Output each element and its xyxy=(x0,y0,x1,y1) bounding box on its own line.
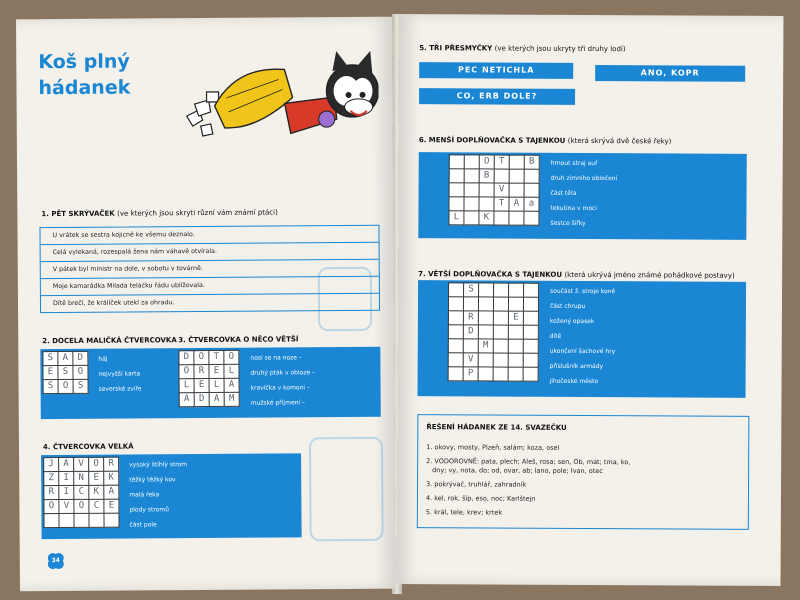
grid-cell[interactable] xyxy=(449,283,464,297)
grid-cell[interactable]: A xyxy=(104,485,119,499)
solutions-box xyxy=(417,414,750,530)
grid-cell[interactable]: O xyxy=(179,365,194,379)
grid-row xyxy=(449,183,539,197)
grid-cell[interactable] xyxy=(508,339,523,353)
grid-cell[interactable] xyxy=(523,339,538,353)
grid-cell[interactable]: A xyxy=(209,392,224,406)
grid-row xyxy=(179,392,239,406)
section5-heading xyxy=(419,44,625,53)
grid-cell[interactable] xyxy=(463,297,478,311)
left-page xyxy=(16,17,396,592)
section7-subtitle: (která ukrývá jméno známé pohádkové postavy) xyxy=(564,270,735,280)
grid-cell[interactable]: I xyxy=(59,471,74,485)
grid-clue: tekutina v moci xyxy=(550,204,597,213)
small-crossword-grid xyxy=(42,351,88,394)
grid-row xyxy=(43,351,88,365)
grid-cell[interactable] xyxy=(479,283,494,297)
grid-cell[interactable]: O xyxy=(89,457,104,471)
grid-cell[interactable]: I xyxy=(59,485,74,499)
right-page xyxy=(397,14,784,586)
grid-cell[interactable]: K xyxy=(479,211,494,225)
grid-cell[interactable]: S xyxy=(73,379,88,393)
section1-subtitle: (ve kterých jsou skryti různí vám známí ptáci) xyxy=(117,208,278,218)
grid-clue: část chrupu xyxy=(549,302,586,310)
grid-cell[interactable] xyxy=(523,311,538,325)
grid-cell[interactable] xyxy=(478,311,493,325)
grid-cell[interactable]: a xyxy=(524,197,539,211)
section4-heading: 4. ČTVERCOVKA VELKÁ xyxy=(42,442,134,452)
grid-cell[interactable] xyxy=(494,283,509,297)
grid-cell[interactable]: V xyxy=(494,183,509,197)
grid-row xyxy=(448,339,538,353)
grid-row xyxy=(44,499,119,514)
grid-row xyxy=(448,311,538,325)
grid-cell[interactable]: L xyxy=(209,378,224,392)
grid-cell[interactable]: A xyxy=(179,393,194,407)
grid-clue: dítě xyxy=(549,332,562,340)
decorative-shape xyxy=(309,437,384,542)
grid-clue: ukončení šachové hry xyxy=(549,347,616,356)
grid-cell[interactable]: R xyxy=(44,486,59,500)
grid-row xyxy=(449,169,539,183)
grid-cell[interactable] xyxy=(524,169,539,183)
grid-cell[interactable]: L xyxy=(449,211,464,225)
grid-clue: kožený opasek xyxy=(549,317,595,326)
grid-clue: součást ž. stroje koně xyxy=(550,287,616,296)
grid-row xyxy=(179,378,239,392)
grid-cell[interactable] xyxy=(478,297,493,311)
solution-item: 4. kel, rok, šíp, eso, noc; Karlštejn xyxy=(425,494,536,503)
grid-row xyxy=(179,350,239,364)
grid-row xyxy=(449,155,539,169)
grid-cell[interactable] xyxy=(104,513,119,527)
section6-title: 6. MENŠÍ DOPLŇOVAČKA S TAJENKOU xyxy=(418,136,566,145)
grid-cell[interactable]: D xyxy=(194,392,209,406)
grid-cell[interactable] xyxy=(448,339,463,353)
grid-row xyxy=(449,283,539,297)
sentence: Moje kamarádka Milada teláčku řádu ublížovala. xyxy=(41,277,379,296)
grid-clue: druhý pták v obloze – xyxy=(250,369,316,377)
grid-clue: těžký těžký kov xyxy=(129,476,176,484)
section7-heading xyxy=(418,270,735,280)
grid-cell[interactable]: T xyxy=(209,350,224,364)
solution-item: 5. král, tele, krev; krtek xyxy=(425,508,503,517)
grid-cell[interactable]: Z xyxy=(44,472,59,486)
section6-grid xyxy=(448,154,539,225)
solution-item: 2. VODOROVNĚ: pata, plech; Aleš, rosa; sen, Ob, mat; tma, ko, xyxy=(426,457,631,467)
grid-cell[interactable] xyxy=(449,197,464,211)
grid-cell[interactable]: O xyxy=(224,350,239,364)
grid-cell[interactable] xyxy=(493,367,508,381)
grid-cell[interactable]: A xyxy=(58,351,73,365)
grid-cell[interactable]: M xyxy=(224,392,239,406)
grid-cell[interactable] xyxy=(449,183,464,197)
grid-cell[interactable] xyxy=(524,183,539,197)
grid-cell[interactable] xyxy=(523,353,538,367)
grid-cell[interactable] xyxy=(509,169,524,183)
grid-cell[interactable] xyxy=(449,169,464,183)
anagram-box: PEC NETICHLA xyxy=(419,62,573,79)
sentence: Celá vylekaná, rozespalá žena nám váhavě otvírala. xyxy=(41,243,379,262)
grid-cell[interactable] xyxy=(494,169,509,183)
section1-heading xyxy=(41,208,278,218)
grid-cell[interactable] xyxy=(478,367,493,381)
grid-clue: část těla xyxy=(550,189,577,197)
grid-cell[interactable]: E xyxy=(194,378,209,392)
decorative-shape xyxy=(318,267,372,331)
grid-cell[interactable] xyxy=(448,367,463,381)
grid-row xyxy=(448,353,538,367)
grid-cell[interactable]: V xyxy=(59,499,74,513)
grid-cell[interactable]: O xyxy=(74,499,89,513)
page-number: 34 xyxy=(51,557,60,565)
grid-cell[interactable] xyxy=(479,197,494,211)
grid-row xyxy=(448,325,538,339)
grid-row xyxy=(448,297,538,311)
grid-cell[interactable] xyxy=(448,297,463,311)
grid-cell[interactable]: S xyxy=(43,352,58,366)
grid-cell[interactable] xyxy=(494,211,509,225)
section2-heading: 2. DOCELA MALIČKÁ ČTVERCOVKA xyxy=(42,336,177,346)
grid-row xyxy=(179,364,239,378)
grid-clue: šestce šířky xyxy=(550,219,586,227)
grid-cell[interactable] xyxy=(493,311,508,325)
grid-cell[interactable]: E xyxy=(89,471,104,485)
grid-clue: mužské příjmení – xyxy=(250,399,306,407)
grid-cell[interactable] xyxy=(44,514,59,528)
grid-cell[interactable] xyxy=(89,513,104,527)
sentence: Dítě brečí, že králíček utekl za ohradu. xyxy=(52,299,175,308)
grid-clue: hrnout straj auf xyxy=(550,159,598,168)
grid-cell[interactable]: V xyxy=(463,353,478,367)
anagram-box: CO, ERB DOLE? xyxy=(419,88,575,105)
grid-clue: nejvyšší karta xyxy=(98,370,141,378)
grid-cell[interactable] xyxy=(479,183,494,197)
grid-cell[interactable] xyxy=(524,211,539,225)
grid-clue: plody stromů xyxy=(129,506,170,514)
section3-heading: 3. ČTVERCOVKA O NĚCO VĚTŠÍ xyxy=(178,335,299,345)
grid-row xyxy=(449,211,539,225)
solutions-heading: ŘEŠENÍ HÁDANEK ZE 14. SVAZEČKU xyxy=(426,423,567,432)
grid-row xyxy=(44,485,119,500)
grid-cell[interactable]: O xyxy=(44,500,59,514)
grid-cell[interactable] xyxy=(448,311,463,325)
title-line-1: Koš plný xyxy=(38,50,130,74)
grid-clue: háj xyxy=(98,355,108,363)
grid-cell[interactable] xyxy=(508,325,523,339)
grid-cell[interactable] xyxy=(509,211,524,225)
grid-cell[interactable] xyxy=(509,155,524,169)
large-crossword-grid xyxy=(43,457,119,529)
grid-clue: vysoký štíhlý strom xyxy=(129,461,188,469)
grid-clue: severské zvíře xyxy=(98,385,142,393)
section7-title: 7. VĚTŠÍ DOPLŇOVAČKA S TAJENKOU xyxy=(418,270,563,279)
grid-cell[interactable]: T xyxy=(494,197,509,211)
grid-cell[interactable] xyxy=(509,183,524,197)
grid-cell[interactable] xyxy=(493,339,508,353)
grid-cell[interactable] xyxy=(523,367,538,381)
solution-item: 1. okovy, mosty, Plzeň, salám; koza, osel xyxy=(426,443,560,452)
sentence: U vrátek se sestra kojicně ke všemu deznalo. xyxy=(40,226,378,245)
medium-crossword-grid xyxy=(178,350,239,407)
grid-cell[interactable]: P xyxy=(463,367,478,381)
sentence: V pátek byl ministr na dole, v sobotu v továrně. xyxy=(41,260,379,279)
grid-cell[interactable]: S xyxy=(58,365,73,379)
grid-cell[interactable] xyxy=(448,325,463,339)
grid-clue: malá řeka xyxy=(129,491,160,499)
grid-clue: část pole xyxy=(129,521,157,529)
section5-title: 5. TŘI PŘESMYČKY xyxy=(419,44,493,53)
solution-item: dny; vy, nota, do; od, ovar, ab; lano, pole; Ivan, otec xyxy=(432,466,603,476)
grid-cell[interactable]: R xyxy=(194,364,209,378)
grid-cell[interactable]: O xyxy=(194,350,209,364)
grid-row xyxy=(44,457,119,472)
grid-cell[interactable]: S xyxy=(43,380,58,394)
grid-cell[interactable]: A xyxy=(509,197,524,211)
grid-cell[interactable]: K xyxy=(89,485,104,499)
grid-row xyxy=(44,513,119,528)
grid-cell[interactable] xyxy=(464,211,479,225)
grid-cell[interactable] xyxy=(448,353,463,367)
section6-subtitle: (která skrývá dvě české řeky) xyxy=(567,136,672,146)
grid-clue: druh zimního oblečení xyxy=(550,174,618,183)
grid-cell[interactable] xyxy=(463,339,478,353)
grid-cell[interactable]: B xyxy=(479,169,494,183)
grid-cell[interactable] xyxy=(464,197,479,211)
grid-cell[interactable]: L xyxy=(224,364,239,378)
grid-cell[interactable]: D xyxy=(463,325,478,339)
grid-cell[interactable]: M xyxy=(478,339,493,353)
grid-cell[interactable] xyxy=(59,513,74,527)
grid-cell[interactable]: E xyxy=(209,364,224,378)
grid-cell[interactable]: A xyxy=(224,378,239,392)
section6-heading xyxy=(419,136,672,145)
solution-item: 3. pokrývač, truhlář, zahradník xyxy=(426,480,527,489)
grid-clue: nosí se na noze – xyxy=(250,354,302,362)
grid-row xyxy=(43,379,88,393)
anagram-box: ANO, KOPR xyxy=(595,65,745,82)
grid-cell[interactable] xyxy=(509,283,524,297)
section5-subtitle: (ve kterých jsou ukryty tři druhy lodí) xyxy=(494,44,626,54)
grid-clue: kravička v komoni – xyxy=(250,384,310,392)
grid-cell[interactable]: O xyxy=(58,379,73,393)
grid-cell[interactable] xyxy=(508,297,523,311)
grid-cell[interactable] xyxy=(508,367,523,381)
title-line-2: hádanek xyxy=(38,76,131,100)
grid-cell[interactable]: A xyxy=(59,457,74,471)
grid-cell[interactable]: D xyxy=(179,351,194,365)
grid-row xyxy=(449,197,539,211)
cat-with-basket-illustration xyxy=(166,45,379,156)
section1-title: 1. PĚT SKRÝVAČEK xyxy=(41,209,115,219)
grid-cell[interactable] xyxy=(478,325,493,339)
grid-cell[interactable]: R xyxy=(463,311,478,325)
grid-cell[interactable] xyxy=(478,353,493,367)
grid-cell[interactable]: K xyxy=(104,471,119,485)
grid-cell[interactable] xyxy=(74,513,89,527)
grid-cell[interactable]: C xyxy=(89,499,104,513)
grid-cell[interactable]: L xyxy=(179,379,194,393)
grid-clue: příslušník armády xyxy=(549,362,604,371)
grid-cell[interactable]: O xyxy=(73,365,88,379)
grid-cell[interactable] xyxy=(449,155,464,169)
grid-clue: jihočeské město xyxy=(549,377,599,386)
grid-cell[interactable]: S xyxy=(464,283,479,297)
grid-cell[interactable]: O xyxy=(479,155,494,169)
grid-row xyxy=(44,471,119,486)
grid-cell[interactable]: E xyxy=(43,366,58,380)
grid-cell[interactable]: E xyxy=(104,499,119,513)
grid-row xyxy=(448,367,538,381)
grid-cell[interactable]: C xyxy=(74,485,89,499)
grid-cell[interactable] xyxy=(493,325,508,339)
grid-cell[interactable] xyxy=(464,155,479,169)
grid-cell[interactable] xyxy=(464,169,479,183)
grid-cell[interactable] xyxy=(464,183,479,197)
grid-cell[interactable]: T xyxy=(494,155,509,169)
grid-cell[interactable]: R xyxy=(104,457,119,471)
grid-cell[interactable]: N xyxy=(74,471,89,485)
grid-cell[interactable] xyxy=(523,297,538,311)
grid-cell[interactable] xyxy=(493,353,508,367)
grid-cell[interactable] xyxy=(524,283,539,297)
grid-cell[interactable] xyxy=(523,325,538,339)
grid-cell[interactable]: J xyxy=(44,458,59,472)
grid-cell[interactable]: B xyxy=(524,155,539,169)
grid-cell[interactable] xyxy=(493,297,508,311)
page-title xyxy=(38,49,130,102)
grid-cell[interactable] xyxy=(508,353,523,367)
section7-grid xyxy=(448,282,540,381)
grid-cell[interactable]: D xyxy=(73,351,88,365)
grid-row xyxy=(43,365,88,379)
grid-cell[interactable]: V xyxy=(74,457,89,471)
grid-cell[interactable]: E xyxy=(508,311,523,325)
